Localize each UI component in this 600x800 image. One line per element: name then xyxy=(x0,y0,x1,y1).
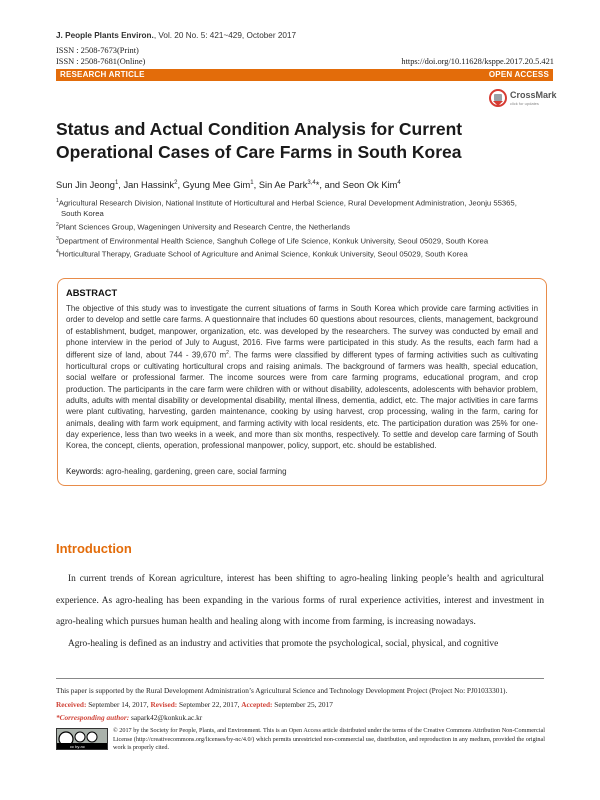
crossmark-badge[interactable] xyxy=(489,88,557,110)
author-affil-number: 4 xyxy=(397,180,401,186)
affiliation-number: 4 xyxy=(56,248,59,255)
affiliation-text: Department of Environmental Health Science, Sanghuh College of Life Science, Konkuk University, Seoul 05029, South Korea xyxy=(58,236,489,246)
doi-link[interactable]: https://doi.org/10.11628/ksppe.2017.20.5.421 xyxy=(401,57,554,66)
author-affil-number: 1 xyxy=(250,180,254,186)
footnote-divider xyxy=(56,678,544,679)
author-name: Sin Ae Park xyxy=(258,180,308,191)
crossmark-icon xyxy=(489,89,507,109)
article-type-label: RESEARCH ARTICLE xyxy=(60,70,145,79)
body-paragraph: Agro-healing is defined as an industry and activities that promote the psychological, social, physical, and cognitive xyxy=(68,639,499,649)
issn-print: ISSN : 2508-7673(Print) xyxy=(56,46,139,55)
affiliation-list xyxy=(56,196,556,260)
author-list xyxy=(56,180,401,190)
keywords-list: agro-healing, gardening, green care, social farming xyxy=(103,467,287,476)
author-separator: , xyxy=(118,180,124,191)
affiliation-number: 1 xyxy=(56,198,59,204)
author-separator: , xyxy=(177,180,183,191)
corresponding-author-email[interactable]: sapark42@konkuk.ac.kr xyxy=(129,713,203,722)
affiliation-text: Plant Sciences Group, Wageningen University and Research Centre, the Netherlands xyxy=(58,222,350,232)
revised-label: Revised: xyxy=(150,700,178,709)
abstract-text xyxy=(66,303,538,452)
corresponding-author xyxy=(56,713,202,722)
affiliation-text: Horticultural Therapy, Graduate School of Agriculture and Animal Science, Konkuk University, Seoul 05029, South Korea xyxy=(58,249,468,259)
body-paragraph: In current trends of Korean agriculture, interest has been shifting to agro-healing linking people’s health and agricultural experience. As agro-healing has been expanding in the various forms of rural experience activities, interest and investment in agro-healing which pursues human health and healing along with income from farming, is increasing nowadays. xyxy=(56,574,544,627)
article-type-bar xyxy=(56,69,553,81)
cc-license-icon[interactable] xyxy=(56,728,108,750)
accepted-date: September 25, 2017 xyxy=(272,700,333,709)
affiliation xyxy=(56,234,556,247)
abstract-text-part: . The farms were classified by different types of farming activities such as cultivating horticultural crops or cultivating horticultural crops and raising animals. The background of farmers was health, special education, social welfare or professional farmer. The income sources were from care farming programs, educational program, and crop production. The participants in the care farm were children with or without disability, adolescents, adolescents with behavior problem, adults, adults with mental disability or developmental disability, mental illness, dementia, addict, etc. The major activities in care farms were plant cultivating, harvesting, garden maintenance, cooking by using harvest, crop processing, waling in the farm, caring for animals, dealing with farm work equipment, and farming activity with local residents, etc. The participation duration was 25% for one-day experience, less than two weeks in a week, and more than six months, respectively. To settle and develop care farming of South Korea, the concept, clients, operation, professional manpower, policy, support, etc. should be established. xyxy=(66,350,538,451)
section-heading-introduction: Introduction xyxy=(56,541,132,556)
author-affil-number: 3,4 xyxy=(307,180,316,186)
affiliation xyxy=(56,220,556,233)
license-text: © 2017 by the Society for People, Plants, and Environment. This is an Open Access article distributed under the terms of the Creative Commons Attribution Non-Commercial License (http://creativecommons.org/licenses/by-nc/4.0/) which permits unrestricted non-commercial use, distribution, and reproduction in any medium, provided the original work is properly cited. xyxy=(113,727,545,752)
crossmark-label: CrossMark xyxy=(510,90,557,100)
author-name: Jan Hassink xyxy=(123,180,175,191)
abstract-box xyxy=(57,278,547,486)
crossmark-sublabel: click for updates xyxy=(510,101,539,106)
received-date: September 14, 2017, xyxy=(86,700,151,709)
received-label: Received: xyxy=(56,700,87,709)
keywords-line xyxy=(66,467,287,476)
accepted-label: Accepted: xyxy=(241,700,273,709)
issn-online: ISSN : 2508-7681(Online) xyxy=(56,57,146,66)
open-access-label: OPEN ACCESS xyxy=(488,70,549,79)
journal-citation xyxy=(56,31,296,40)
journal-name: J. People Plants Environ. xyxy=(56,31,154,40)
journal-issue: , Vol. 20 No. 5: 421~429, October 2017 xyxy=(153,31,297,40)
author-separator: *, and xyxy=(315,180,343,191)
funding-note: This paper is supported by the Rural Development Administration’s Agricultural Science and Technology Development Project (Project No: PJ01033301). xyxy=(56,686,508,695)
abstract-heading: ABSTRACT xyxy=(66,288,118,298)
author-name: Sun Jin Jeong xyxy=(56,180,115,191)
affiliation xyxy=(56,247,556,260)
cc-license-graphic xyxy=(57,729,107,749)
abstract-text-part: The objective of this study was to investigate the current situations of farms in South Korea which provide care farming activities in order to develop and settle care farms. A questionnaire that includes 60 questions about resources, clients, management, background of establishment, budget, manpower, organization, etc. was developed by the researchers. The survey was conducted by email and phone interview in the period of July to August, 2016. Five farms were participated in this study. As the results, each farm had a different size of land, about 744 - 39,670 m xyxy=(66,304,538,360)
keywords-label: Keywords: xyxy=(66,467,104,476)
affiliation xyxy=(56,196,556,209)
revised-date: September 22, 2017, xyxy=(177,700,242,709)
author-name: Gyung Mee Gim xyxy=(182,180,251,191)
abstract-superscript: 2 xyxy=(226,350,229,357)
author-affil-number: 2 xyxy=(174,180,178,186)
author-separator: , xyxy=(253,180,259,191)
affiliation-continuation: South Korea xyxy=(61,209,104,219)
author-name: Seon Ok Kim xyxy=(342,180,398,191)
cc-badge-text: cc by-nc xyxy=(70,744,85,749)
author-affil-number: 1 xyxy=(114,180,119,186)
article-title: Status and Actual Condition Analysis for Current Operational Cases of Care Farms in South Korea xyxy=(56,119,463,162)
article-dates xyxy=(56,700,333,709)
affiliation-number: 2 xyxy=(56,222,59,229)
affiliation-text: Agricultural Research Division, National Institute of Horticultural and Herbal Science, Rural Development Administration, Jeonju 55365, xyxy=(58,198,517,208)
corresponding-author-label: *Corresponding author: xyxy=(56,713,130,722)
affiliation-number: 3 xyxy=(56,235,59,242)
